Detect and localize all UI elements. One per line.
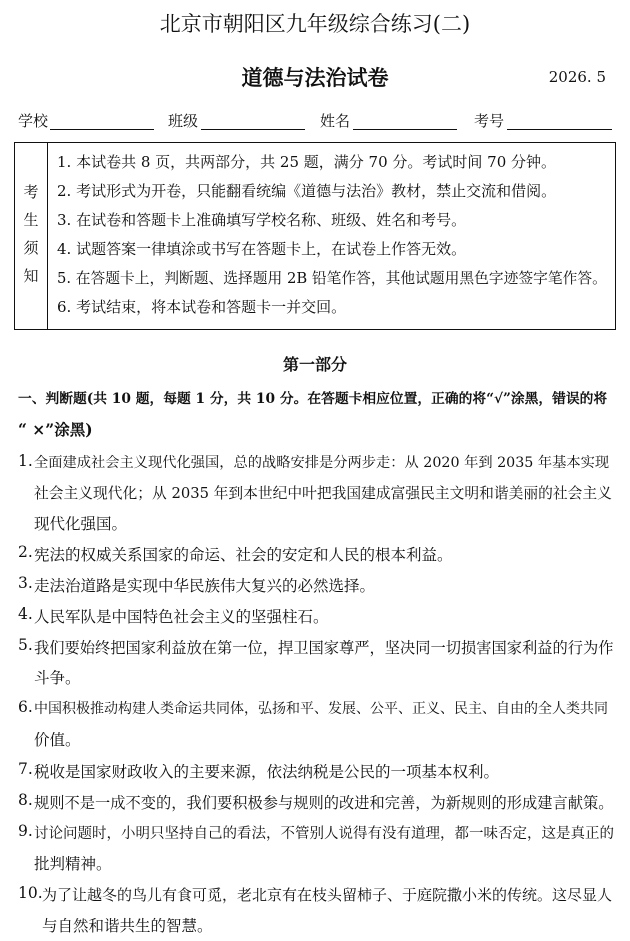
notice-rule: 4. 试题答案一律填涂或书写在答题卡上，在试卷上作答无效。 <box>57 240 467 258</box>
notice-side-char: 生 <box>23 211 39 229</box>
question-text: 规则不是一成不变的，我们要积极参与规则的改进和完善，为新规则的形成建言献策。 <box>34 794 614 812</box>
question-text: 社会主义现代化；从 2035 年到本世纪中叶把我国建成富强民主文明和谐美丽的社会主义 <box>34 485 612 502</box>
question-text: 全面建成社会主义现代化强国，总的战略安排是分两步走：从 2020 年到 2035 年基本实现 <box>34 455 610 471</box>
question-number: 1. <box>18 452 33 470</box>
exam-date: 2026. 5 <box>548 68 606 86</box>
question-text: 与自然和谐共生的智慧。 <box>42 917 213 935</box>
exam-notice-box <box>14 142 616 330</box>
question-text: 宪法的权威关系国家的命运、社会的安定和人民的根本利益。 <box>34 546 453 564</box>
question-text: 现代化强国。 <box>34 515 128 533</box>
question-text: 我们要始终把国家利益放在第一位，捍卫国家尊严，坚决同一切损害国家利益的行为作 <box>34 639 614 657</box>
question-text: 批判精神。 <box>34 855 112 873</box>
notice-side-char: 知 <box>23 267 39 285</box>
notice-rule: 5. 在答题卡上，判断题、选择题用 2B 铅笔作答，其他试题用黑色字迹签字笔作答。 <box>57 270 607 287</box>
exam-number-label: 考号 <box>474 112 505 130</box>
exam-title: 北京市朝阳区九年级综合练习(二) <box>159 12 471 36</box>
school-field[interactable] <box>50 129 154 130</box>
question-text: 价值。 <box>34 731 81 749</box>
notice-side-char: 考 <box>23 183 39 201</box>
question-number: 8. <box>18 791 33 809</box>
question-number: 3. <box>18 574 33 592</box>
question-text: 走法治道路是实现中华民族伟大复兴的必然选择。 <box>34 577 376 595</box>
question-number: 9. <box>18 822 33 840</box>
notice-rule: 2. 考试形式为开卷，只能翻看统编《道德与法治》教材，禁止交流和借阅。 <box>57 182 557 200</box>
notice-side-char: 须 <box>23 239 39 257</box>
question-number: 10. <box>18 884 43 902</box>
class-label: 班级 <box>168 112 199 130</box>
question-number: 7. <box>18 760 33 778</box>
question-text: 税收是国家财政收入的主要来源，依法纳税是公民的一项基本权利。 <box>34 763 500 781</box>
section-heading-cont: “ ×”涂黑) <box>18 420 93 439</box>
school-label: 学校 <box>18 112 49 130</box>
notice-side-label <box>15 143 48 329</box>
name-field[interactable] <box>353 129 457 130</box>
class-field[interactable] <box>201 129 305 130</box>
name-label: 姓名 <box>320 112 351 130</box>
question-text: 斗争。 <box>34 669 81 687</box>
subject-title: 道德与法治试卷 <box>241 65 389 90</box>
section-heading: 一、判断题(共 10 题，每题 1 分，共 10 分。在答题卡相应位置，正确的将“√”涂黑，错误的将 <box>18 391 608 407</box>
question-number: 6. <box>18 698 33 716</box>
notice-rule: 6. 考试结束，将本试卷和答题卡一并交回。 <box>57 298 347 316</box>
question-number: 4. <box>18 605 33 623</box>
question-text: 人民军队是中国特色社会主义的坚强柱石。 <box>34 608 329 626</box>
notice-rule: 1. 本试卷共 8 页，共两部分，共 25 题，满分 70 分。考试时间 70 分钟。 <box>57 153 557 171</box>
question-text: 讨论问题时，小明只坚持自己的看法，不管别人说得有没有道理，都一味否定，这是真正的 <box>34 826 614 842</box>
notice-rule: 3. 在试卷和答题卡上准确填写学校名称、班级、姓名和考号。 <box>57 211 467 229</box>
question-text: 中国积极推动构建人类命运共同体，弘扬和平、发展、公平、正义、民主、自由的全人类共同 <box>34 701 608 717</box>
exam-number-field[interactable] <box>507 129 612 130</box>
part-title: 第一部分 <box>282 355 347 374</box>
question-number: 5. <box>18 636 33 654</box>
question-number: 2. <box>18 543 33 561</box>
question-text: 为了让越冬的鸟儿有食可觅，老北京有在枝头留柿子、于庭院撒小米的传统。这尽显人 <box>42 886 613 904</box>
student-info-row <box>18 110 618 132</box>
